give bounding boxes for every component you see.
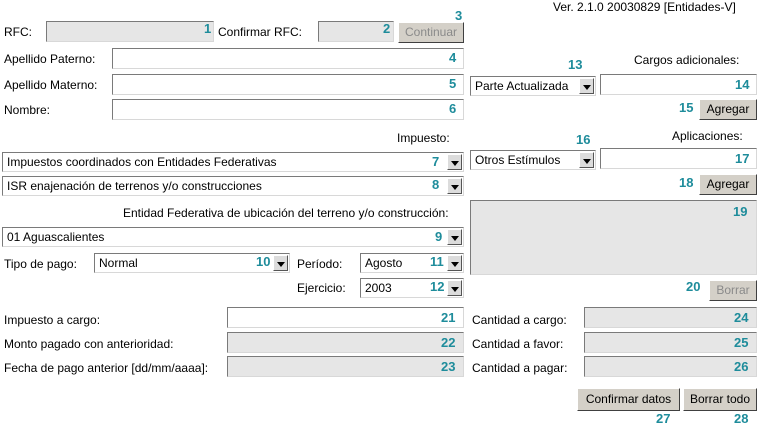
confirm-rfc-label: Confirmar RFC:	[218, 25, 303, 39]
rfc-input[interactable]	[46, 21, 214, 42]
cantidad-cargo-label: Cantidad a cargo:	[472, 313, 567, 327]
aplicaciones-value: Otros Estímulos	[475, 153, 561, 167]
marker-19: 19	[733, 204, 748, 219]
cargos-adicionales-label: Cargos adicionales:	[634, 53, 740, 67]
marker-24: 24	[734, 310, 749, 325]
nombre-input[interactable]	[112, 99, 464, 120]
ejercicio-value: 2003	[365, 281, 392, 295]
marker-20: 20	[686, 279, 701, 294]
impuesto-tipo-select[interactable]	[2, 152, 464, 172]
aplicaciones-amount[interactable]	[600, 148, 757, 169]
apellido-paterno-input[interactable]	[112, 48, 464, 69]
marker-6: 6	[449, 101, 457, 116]
periodo-select[interactable]	[360, 253, 464, 273]
marker-17: 17	[735, 151, 750, 166]
version-label: Ver. 2.1.0 20030829 [Entidades-V]	[553, 0, 736, 14]
chevron-down-icon[interactable]	[447, 229, 462, 245]
aplicaciones-add-button[interactable]: Agregar	[699, 174, 757, 195]
marker-7: 7	[432, 154, 440, 169]
chevron-down-icon[interactable]	[579, 152, 594, 168]
marker-3: 3	[455, 8, 463, 23]
marker-12: 12	[430, 279, 445, 294]
impuesto-concepto-select[interactable]	[2, 176, 464, 196]
chevron-down-icon[interactable]	[273, 255, 288, 271]
chevron-down-icon[interactable]	[447, 280, 462, 296]
impuesto-cargo-label: Impuesto a cargo:	[4, 313, 101, 327]
tipo-pago-value: Normal	[99, 256, 138, 270]
cargos-adicionales-amount[interactable]	[600, 74, 757, 95]
marker-14: 14	[735, 77, 750, 92]
impuesto-tipo-value: Impuestos coordinados con Entidades Federativas	[7, 155, 277, 169]
cantidad-pagar-input	[584, 356, 757, 377]
confirm-data-button[interactable]: Confirmar datos	[577, 388, 680, 411]
marker-15: 15	[679, 100, 694, 115]
cantidad-favor-label: Cantidad a favor:	[472, 337, 564, 351]
marker-26: 26	[734, 359, 749, 374]
nombre-label: Nombre:	[4, 103, 51, 117]
entidad-label: Entidad Federativa de ubicación del terreno y/o construcción:	[123, 206, 449, 220]
marker-8: 8	[432, 177, 440, 192]
entidad-value: 01 Aguascalientes	[7, 230, 105, 244]
marker-16: 16	[576, 132, 591, 147]
marker-1: 1	[204, 21, 212, 36]
chevron-down-icon[interactable]	[447, 255, 462, 271]
impuesto-label: Impuesto:	[397, 131, 450, 145]
chevron-down-icon[interactable]	[447, 178, 462, 194]
entidad-select[interactable]	[2, 227, 464, 247]
marker-4: 4	[449, 50, 457, 65]
marker-25: 25	[734, 335, 749, 350]
chevron-down-icon[interactable]	[447, 154, 462, 170]
marker-28: 28	[734, 411, 749, 426]
ejercicio-label: Ejercicio:	[297, 281, 346, 295]
marker-22: 22	[441, 335, 456, 350]
marker-11: 11	[430, 254, 444, 269]
cantidad-cargo-input	[584, 307, 757, 328]
marker-5: 5	[449, 76, 457, 91]
ejercicio-select[interactable]	[360, 278, 464, 298]
chevron-down-icon[interactable]	[579, 78, 594, 94]
marker-10: 10	[256, 254, 271, 269]
cargos-add-button[interactable]: Agregar	[699, 99, 757, 120]
monto-pagado-label: Monto pagado con anterioridad:	[4, 337, 174, 351]
periodo-value: Agosto	[365, 256, 403, 270]
impuesto-cargo-input[interactable]	[227, 307, 464, 328]
marker-27: 27	[656, 411, 671, 426]
impuesto-concepto-value: ISR enajenación de terrenos y/o construcciones	[7, 179, 262, 193]
aplicaciones-select[interactable]	[470, 150, 596, 170]
rfc-label: RFC:	[4, 25, 32, 39]
marker-13: 13	[568, 57, 583, 72]
marker-21: 21	[441, 310, 456, 325]
apellido-materno-label: Apellido Materno:	[4, 78, 98, 92]
tipo-pago-label: Tipo de pago:	[4, 257, 77, 271]
cargos-adicionales-value: Parte Actualizada	[475, 79, 569, 93]
aplicaciones-label: Aplicaciones:	[672, 129, 743, 143]
marker-2: 2	[383, 21, 391, 36]
apellido-materno-input[interactable]	[112, 74, 464, 95]
aplicaciones-delete-button[interactable]: Borrar	[709, 280, 757, 301]
marker-9: 9	[435, 229, 443, 244]
apellido-paterno-label: Apellido Paterno:	[4, 52, 96, 66]
monto-pagado-input[interactable]	[227, 332, 464, 353]
aplicaciones-list[interactable]	[470, 200, 757, 275]
marker-23: 23	[441, 359, 456, 374]
continue-button[interactable]: Continuar	[398, 22, 464, 43]
marker-18: 18	[679, 175, 694, 190]
fecha-pago-input[interactable]	[227, 356, 464, 377]
cargos-adicionales-select[interactable]	[470, 76, 596, 96]
cantidad-pagar-label: Cantidad a pagar:	[472, 361, 568, 375]
fecha-pago-label: Fecha de pago anterior [dd/mm/aaaa]:	[4, 361, 209, 375]
periodo-label: Período:	[297, 257, 343, 271]
clear-all-button[interactable]: Borrar todo	[683, 388, 757, 411]
cantidad-favor-input	[584, 332, 757, 353]
